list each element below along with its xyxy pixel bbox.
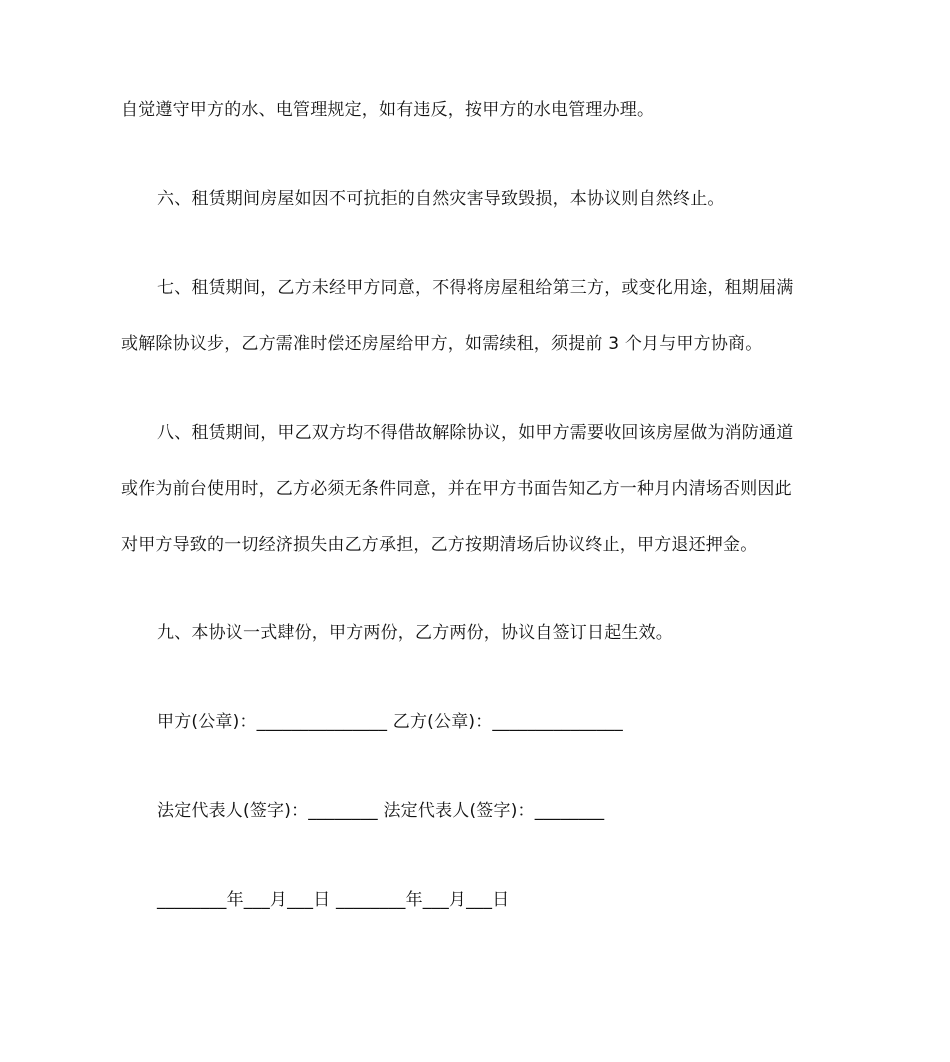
- seal-signature-line: 甲方(公章)：_______________ 乙方(公章)：_______________: [157, 712, 623, 732]
- legal-representative-signature-line: 法定代表人(签字)：________ 法定代表人(签字)：________: [157, 801, 605, 821]
- clause-eight-line-1: 八、租赁期间，甲乙双方均不得借故解除协议，如甲方需要收回该房屋做为消防通道: [157, 423, 794, 443]
- paragraph-line-water-electric: 自觉遵守甲方的水、电管理规定，如有违反，按甲方的水电管理办理。: [121, 100, 655, 120]
- clause-eight-line-2: 或作为前台使用时，乙方必须无条件同意，并在甲方书面告知乙方一种月内清场否则因此: [121, 479, 792, 499]
- clause-nine: 九、本协议一式肆份，甲方两份，乙方两份，协议自签订日起生效。: [157, 623, 673, 643]
- date-line: ________年___月___日 ________年___月___日: [157, 890, 510, 910]
- clause-eight-line-3: 对甲方导致的一切经济损失由乙方承担，乙方按期清场后协议终止，甲方退还押金。: [121, 535, 758, 555]
- clause-seven-line-2: 或解除协议步，乙方需准时偿还房屋给甲方，如需续租，须提前 3 个月与甲方协商。: [121, 334, 763, 354]
- clause-six: 六、租赁期间房屋如因不可抗拒的自然灾害导致毁损，本协议则自然终止。: [157, 189, 725, 209]
- clause-seven-line-1: 七、租赁期间，乙方未经甲方同意，不得将房屋租给第三方，或变化用途，租期届满: [157, 278, 794, 298]
